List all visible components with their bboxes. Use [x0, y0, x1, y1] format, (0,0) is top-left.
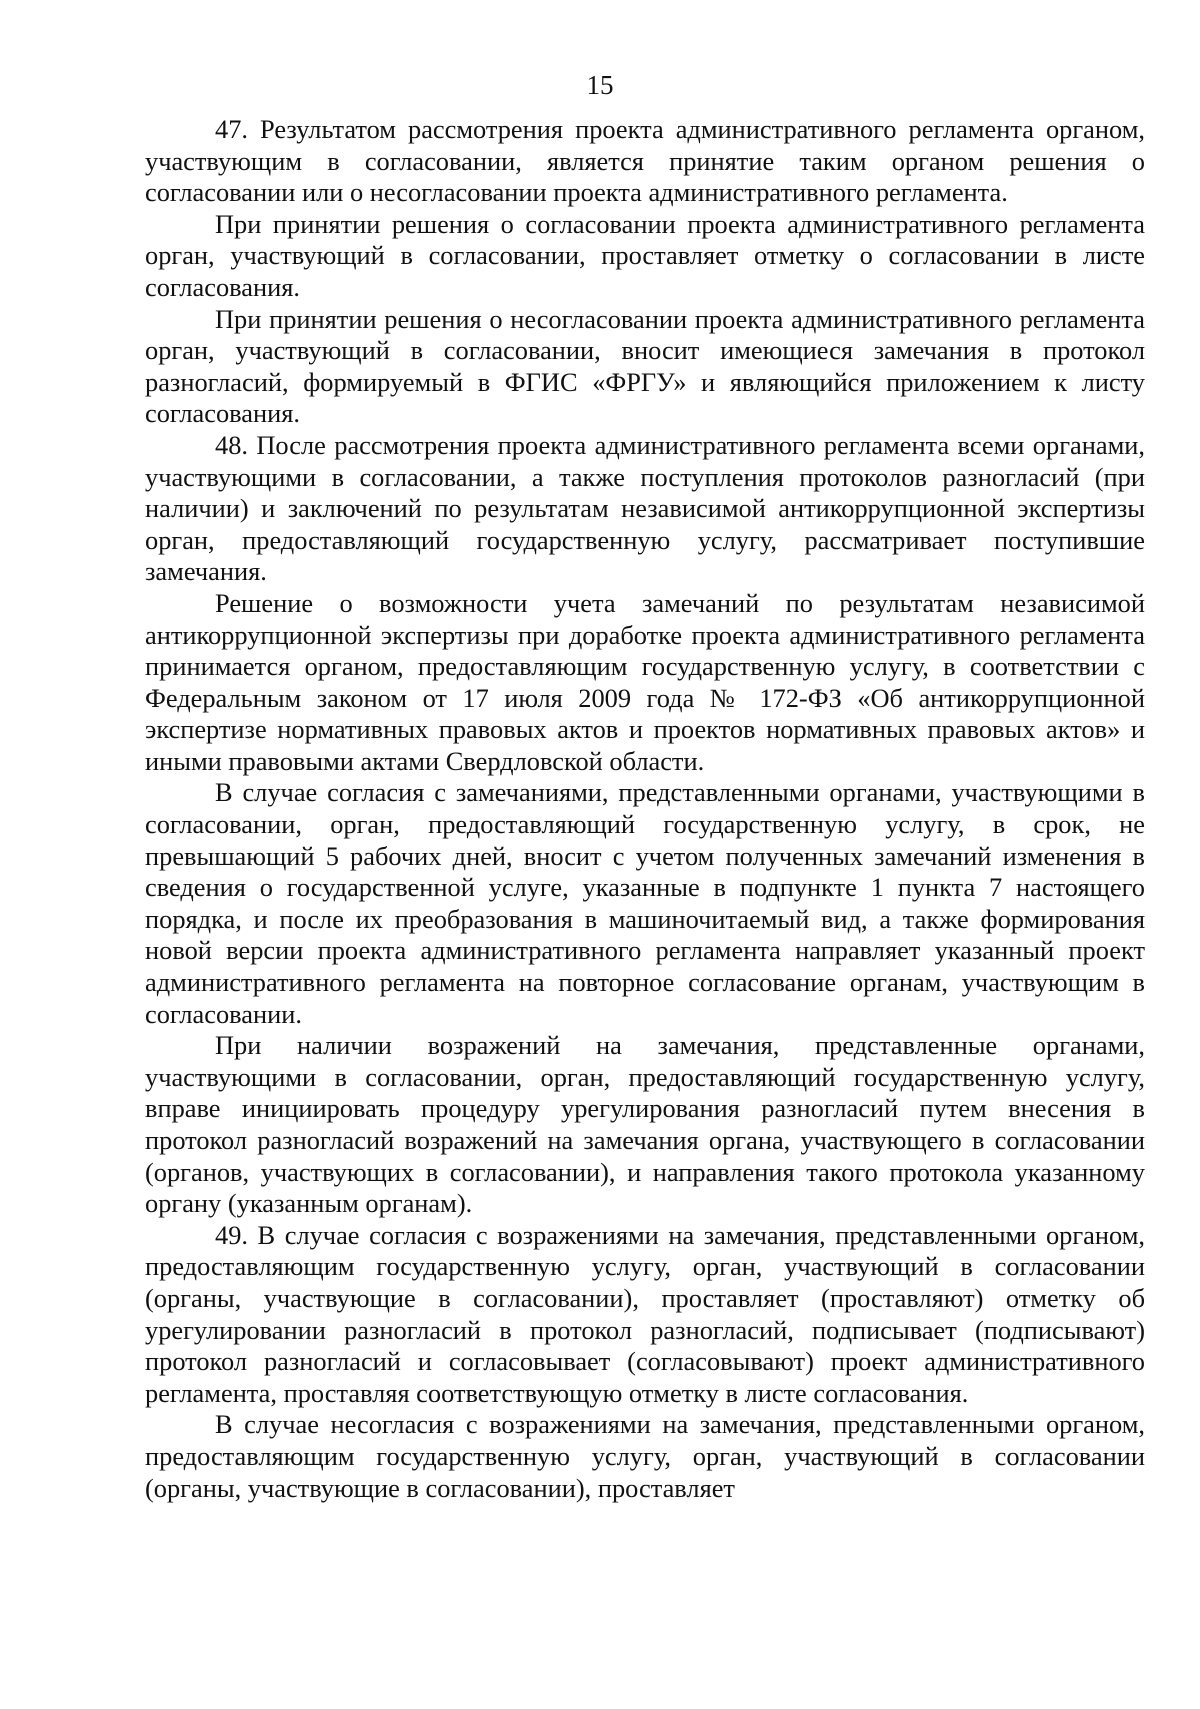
paragraph-48-objections: При наличии возражений на замечания, представленные органами, участвующими в согласовании, орган, предоставляющий государственную услугу, вправе инициировать процедуру урегулирования разногласий путем внесения в протокол разногласий возражений на замечания органа, участвующего в согласовании (органов, участвующих в согласовании), и направления такого протокола указанному органу (указанным органам).	[145, 1030, 1145, 1219]
page-number: 15	[586, 70, 614, 100]
paragraph-48-expertise: Решение о возможности учета замечаний по результатам независимой антикоррупционной экспертизы при доработке проекта административного регламента принимается органом, предоставляющим государственную услугу, в соответствии с Федеральным законом от 17 июля 2009 года № 172-ФЗ «Об антикоррупционной экспертизе нормативных правовых актов и проектов нормативных правовых актов» и иными правовыми актами Свердловской области.	[145, 587, 1145, 776]
paragraph-47: 47. Результатом рассмотрения проекта административного регламента органом, участвующим в согласовании, является принятие таким органом решения о согласовании или о несогласовании проекта административного регламента.	[145, 114, 1145, 208]
paragraph-48: 48. После рассмотрения проекта административного регламента всеми органами, участвующими в согласовании, а также поступления протоколов разногласий (при наличии) и заключений по результатам независимой антикоррупционной экспертизы орган, предоставляющий государственную услугу, рассматривает поступившие замечания.	[145, 429, 1145, 587]
paragraph-49: 49. В случае согласия с возражениями на замечания, представленными органом, предоставляющим государственную услугу, орган, участвующий в согласовании (органы, участвующие в согласовании), проставляет (проставляют) отметку об урегулировании разногласий в протокол разногласий, подписывает (подписывают) протокол разногласий и согласовывает (согласовывают) проект административного регламента, проставляя соответствующую отметку в листе согласования.	[145, 1219, 1145, 1408]
paragraph-48-agreement: В случае согласия с замечаниями, представленными органами, участвующими в согласовании, орган, предоставляющий государственную услугу, в срок, не превышающий 5 рабочих дней, вносит с учетом полученных замечаний изменения в сведения о государственной услуге, указанные в подпункте 1 пункта 7 настоящего порядка, и после их преобразования в машиночитаемый вид, а также формирования новой версии проекта административного регламента направляет указанный проект административного регламента на повторное согласование органам, участвующим в согласовании.	[145, 777, 1145, 1029]
paragraph-49-disagreement: В случае несогласия с возражениями на замечания, представленными органом, предоставляющим государственную услугу, орган, участвующий в согласовании (органы, участвующие в согласовании), проставляет	[145, 1409, 1145, 1503]
document-body	[145, 114, 1145, 1504]
paragraph-47-disapproval: При принятии решения о несогласовании проекта административного регламента орган, участвующий в согласовании, вносит имеющиеся замечания в протокол разногласий, формируемый в ФГИС «ФРГУ» и являющийся приложением к листу согласования.	[145, 303, 1145, 429]
paragraph-47-approval: При принятии решения о согласовании проекта административного регламента орган, участвующий в согласовании, проставляет отметку о согласовании в листе согласования.	[145, 208, 1145, 302]
